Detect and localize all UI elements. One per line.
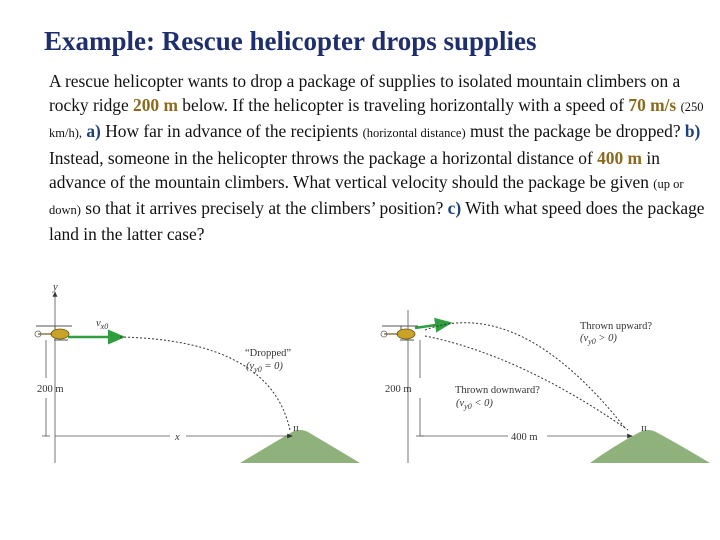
text-segment: A rescue helicopter wants to drop a package of supplies to isolated mountain climbers on a rocky ridge [49, 71, 681, 116]
trajectory-figures [0, 280, 720, 480]
downward-condition: $(v_{y0} < 0)$ [456, 398, 493, 411]
height-value: 200 m [133, 95, 178, 116]
text-segment: How far in advance of the recipients [100, 121, 363, 142]
speed-value: 70 m/s [628, 95, 677, 116]
text-segment: must the package be dropped? [465, 121, 685, 142]
speed-kmh-note: (250 km/h), [49, 100, 704, 141]
hill [240, 430, 360, 463]
slide-title: Example: Rescue helicopter drops supplies [44, 26, 537, 56]
y-axis-label: y [53, 282, 58, 293]
thrown-upward-label: Thrown upward? [580, 321, 653, 332]
velocity-arrow [415, 323, 450, 328]
helicopter-icon [35, 326, 72, 340]
text-segment: below. If the helicopter is traveling horizontally with a speed of [177, 95, 629, 116]
dropped-condition: $(v_{y0} = 0)$ [246, 361, 283, 374]
x-label: x [175, 432, 180, 443]
text-segment: in advance of the mountain climbers. What vertical velocity should the package be given [49, 147, 660, 192]
dropped-label: “Dropped” [245, 348, 292, 359]
upward-condition: $(v_{y0} > 0)$ [580, 333, 617, 346]
helicopter-icon [381, 326, 418, 340]
horizontal-distance-note: (horizontal distance) [362, 126, 466, 141]
up-down-note: (up or down) [49, 176, 684, 218]
hill [590, 430, 710, 463]
distance-value: 400 m [597, 147, 643, 168]
text-segment: Instead, someone in the helicopter throws the package a horizontal distance of [49, 147, 598, 168]
height-label: 200 m [385, 384, 412, 395]
part-b-label: b) [684, 121, 701, 142]
problem-text [49, 69, 711, 246]
text-segment: With what speed does the package land in the latter case? [49, 198, 705, 245]
part-c-label: c) [447, 198, 462, 219]
distance-label: 400 m [511, 432, 538, 443]
height-label: 200 m [37, 384, 64, 395]
text-segment: so that it arrives precisely at the climbers’ position? [80, 198, 448, 219]
thrown-downward-label: Thrown downward? [455, 385, 540, 396]
part-a-label: a) [86, 121, 101, 142]
right-figure [381, 310, 710, 463]
climbers-icon: ɪɪ [641, 423, 647, 434]
left-figure [35, 282, 360, 463]
velocity-label: $v_{x0}$ [96, 318, 109, 331]
climbers-icon: ɪɪ [293, 423, 299, 434]
downward-trajectory [425, 336, 628, 430]
